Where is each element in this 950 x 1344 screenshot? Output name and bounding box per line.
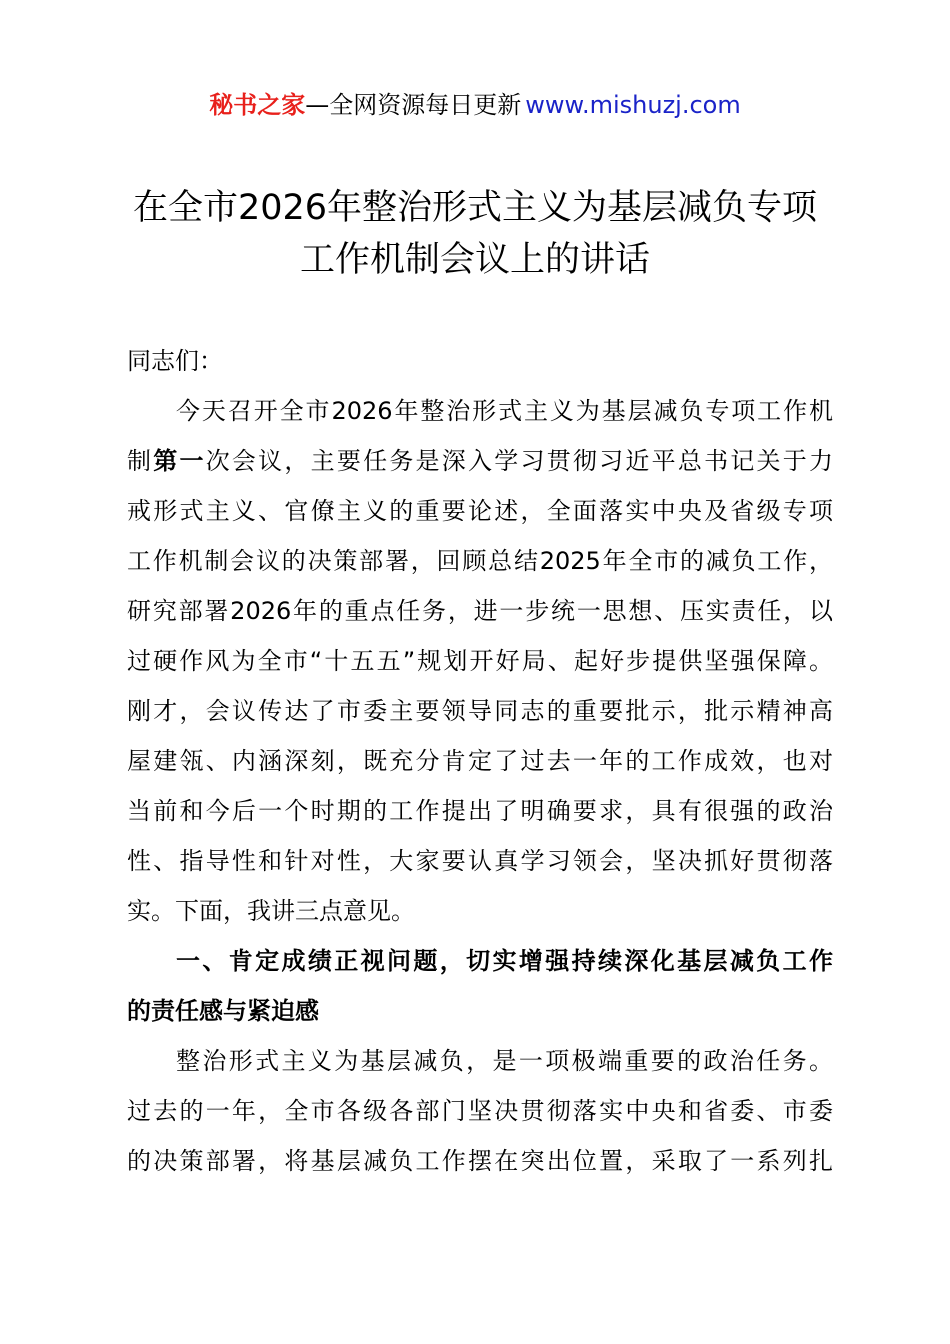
brand-name: 秘书之家 bbox=[209, 91, 306, 119]
title-line-2: 工作机制会议上的讲话 bbox=[299, 240, 650, 280]
paragraph-line: 过硬作风为全市“十五五”规划开好局、起好步提供坚强保障。 bbox=[127, 647, 833, 675]
paragraph-line: 过去的一年，全市各级各部门坚决贯彻落实中央和省委、市委 bbox=[127, 1097, 833, 1125]
paragraph-line: 的决策部署，将基层减负工作摆在突出位置，采取了一系列扎 bbox=[127, 1147, 833, 1175]
header-tagline: —全网资源每日更新 bbox=[305, 91, 522, 119]
paragraph-line: 屋建瓴、内涵深刻，既充分肯定了过去一年的工作成效，也对 bbox=[127, 747, 833, 775]
heading-line: 一、肯定成绩正视问题，切实增强持续深化基层减负工作 bbox=[176, 947, 833, 975]
title-line-1: 在全市2026年整治形式主义为基层减负专项 bbox=[132, 188, 818, 228]
paragraph-line: 工作机制会议的决策部署，回顾总结2025年全市的减负工作， bbox=[127, 547, 833, 575]
paragraph-section-1 bbox=[127, 1036, 833, 1186]
paragraph-line: 性、指导性和针对性，大家要认真学习领会，坚决抓好贯彻落 bbox=[127, 847, 833, 875]
paragraph-line: 今天召开全市2026年整治形式主义为基层减负专项工作机 bbox=[176, 397, 833, 425]
paragraph-line: 研究部署2026年的重点任务，进一步统一思想、压实责任，以 bbox=[127, 597, 833, 625]
heading-line: 的责任感与紧迫感 bbox=[127, 997, 319, 1025]
paragraph-line: 实。下面，我讲三点意见。 bbox=[127, 897, 415, 925]
paragraph-line: 当前和今后一个时期的工作提出了明确要求，具有很强的政治 bbox=[127, 797, 833, 825]
site-header bbox=[0, 88, 950, 122]
document-body bbox=[127, 336, 833, 1186]
document-title bbox=[0, 182, 950, 286]
text-run: 次会议，主要任务是深入学习贯彻习近平总书记关于力 bbox=[205, 447, 834, 475]
site-url-link[interactable]: www.mishuzj.com bbox=[525, 91, 741, 119]
paragraph-line: 刚才，会议传达了市委主要领导同志的重要批示，批示精神高 bbox=[127, 697, 833, 725]
text-run: 制 bbox=[127, 447, 154, 475]
paragraph-line: 戒形式主义、官僚主义的重要论述，全面落实中央及省级专项 bbox=[127, 497, 833, 525]
paragraph-line bbox=[127, 436, 833, 486]
section-heading-1 bbox=[127, 936, 833, 1036]
salutation: 同志们： bbox=[127, 347, 223, 375]
paragraph-intro bbox=[127, 386, 833, 936]
paragraph-line: 整治形式主义为基层减负，是一项极端重要的政治任务。 bbox=[176, 1047, 833, 1075]
bold-text-run: 第一 bbox=[153, 447, 206, 475]
